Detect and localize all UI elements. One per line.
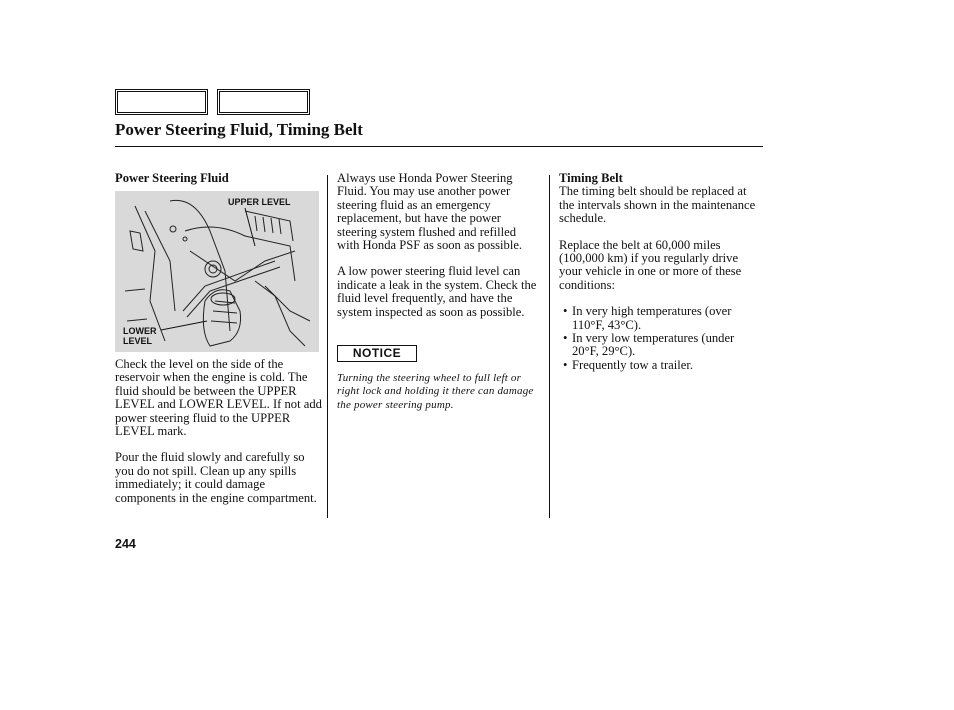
paragraph-timing-belt-replace: The timing belt should be replaced at the intervals shown in the maintenance schedule. xyxy=(559,184,756,226)
page-number: 244 xyxy=(115,537,136,551)
column-2 xyxy=(337,172,541,332)
column-1 xyxy=(115,172,322,185)
notice-text: Turning the steering wheel to full left or right lock and holding it there can damage the power steering pump. xyxy=(337,372,534,411)
column-1-body xyxy=(115,358,325,518)
reservoir-illustration xyxy=(115,191,319,352)
column-divider-1 xyxy=(327,175,328,518)
conditions-list xyxy=(559,305,764,372)
nav-tab-box-1[interactable] xyxy=(115,89,208,115)
lower-level-label-line2: LEVEL xyxy=(123,336,153,346)
paragraph-pour-fluid: Pour the fluid slowly and carefully so you do not spill. Clean up any spills immediately; it could damage components in the engine compartment. xyxy=(115,450,317,505)
nav-tab-box-2[interactable] xyxy=(217,89,310,115)
notice-badge: NOTICE xyxy=(337,345,417,362)
paragraph-honda-psf: Always use Honda Power Steering Fluid. You may use another power steering fluid as an emergency replacement, but have the power steering system flushed and refilled with Honda PSF as soon as possible. xyxy=(337,171,523,253)
upper-level-label: UPPER LEVEL xyxy=(228,197,291,207)
column-3 xyxy=(559,172,764,372)
paragraph-low-level: A low power steering fluid level can indicate a leak in the system. Check the fluid level frequently, and have the system inspected as soon as possible. xyxy=(337,264,537,319)
list-item: • Frequently tow a trailer. xyxy=(559,359,764,372)
paragraph-replace-conditions: Replace the belt at 60,000 miles (100,000 km) if you regularly drive your vehicle in one or more of these conditions: xyxy=(559,237,742,292)
paragraph-check-level: Check the level on the side of the reservoir when the engine is cold. The fluid should be between the UPPER LEVEL and LOWER LEVEL. If not add power steering fluid to the UPPER LEVEL mark. xyxy=(115,357,322,439)
lower-level-label-line1: LOWER xyxy=(123,326,157,336)
title-rule xyxy=(115,146,763,147)
section-heading-power-steering: Power Steering Fluid xyxy=(115,171,229,185)
list-item: • In very low temperatures (under 20°F, 29°C). xyxy=(559,332,764,359)
list-item: • In very high temperatures (over 110°F, 43°C). xyxy=(559,305,764,332)
page-title: Power Steering Fluid, Timing Belt xyxy=(115,120,363,139)
column-divider-2 xyxy=(549,175,550,518)
section-heading-timing-belt: Timing Belt xyxy=(559,171,623,185)
